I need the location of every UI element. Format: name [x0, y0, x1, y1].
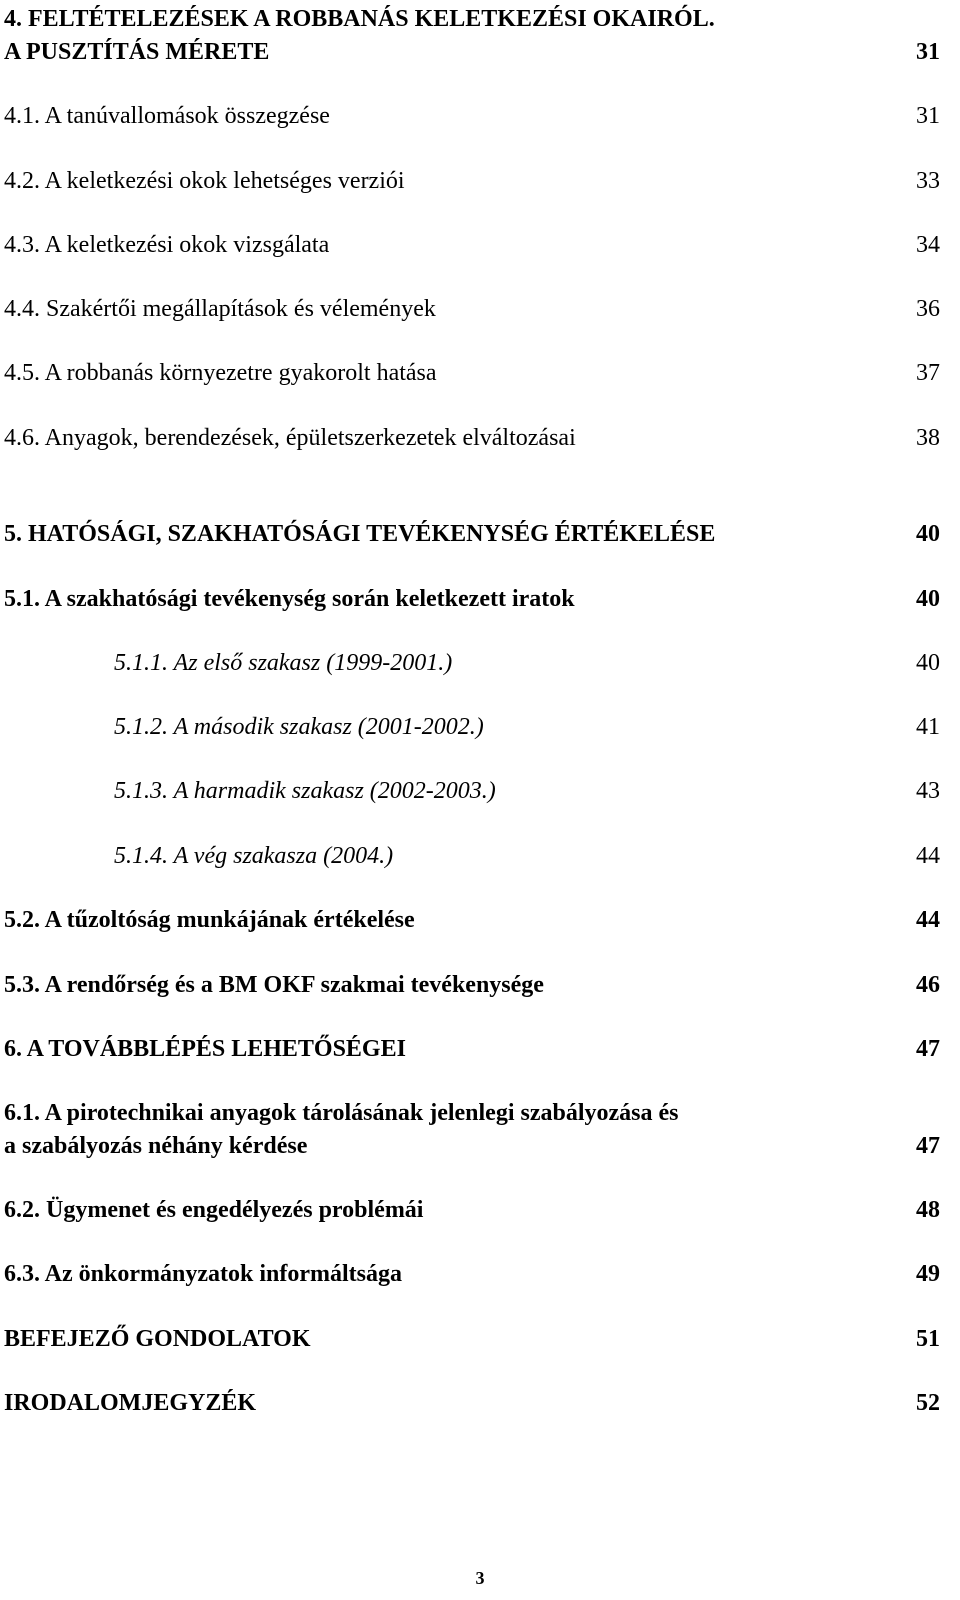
- toc-entry-title: 4.1. A tanúvallomások összegzése: [4, 103, 330, 129]
- toc-entry-page: 38: [916, 425, 940, 451]
- toc-entry-5-1-1: [4, 648, 940, 678]
- toc-entry-title: 4. FELTÉTELEZÉSEK A ROBBANÁS KELETKEZÉSI OKAIRÓL.: [4, 6, 715, 32]
- toc-entry-title: 6.1. A pirotechnikai anyagok tárolásának jelenlegi szabályozása és: [4, 1100, 679, 1126]
- toc-entry-title: IRODALOMJEGYZÉK: [4, 1390, 257, 1416]
- toc-entry-page: 33: [916, 168, 940, 194]
- toc-entry-page: 31: [916, 103, 940, 129]
- toc-entry-page: 34: [916, 232, 940, 258]
- toc-entry-irodalomjegyzek: [4, 1388, 940, 1418]
- toc-entry-title: 5.3. A rendőrség és a BM OKF szakmai tevékenysége: [4, 972, 544, 998]
- toc-entry-page: 36: [916, 296, 940, 322]
- toc-entry-title: 4.3. A keletkezési okok vizsgálata: [4, 232, 330, 258]
- toc-entry-title: 4.4. Szakértői megállapítások és vélemények: [4, 296, 436, 322]
- toc-entry-4-6: [4, 423, 940, 453]
- toc-entry-title: 5.1. A szakhatósági tevékenység során keletkezett iratok: [4, 586, 575, 612]
- page-number: 3: [475, 1568, 485, 1588]
- toc-entry-title: 4.6. Anyagok, berendezések, épületszerkezetek elváltozásai: [4, 425, 576, 451]
- toc-entry-befejezo: [4, 1324, 940, 1354]
- toc-entry-page: 48: [916, 1197, 940, 1223]
- toc-entry-page: 41: [916, 714, 940, 740]
- toc-entry-title: 5.2. A tűzoltóság munkájának értékelése: [4, 907, 415, 933]
- toc-entry-6-1: [4, 1098, 940, 1128]
- toc-entry-page: 47: [916, 1036, 940, 1062]
- toc-entry-title: 5. HATÓSÁGI, SZAKHATÓSÁGI TEVÉKENYSÉG ÉRTÉKELÉSE: [4, 521, 716, 547]
- toc-entry-title: 4.5. A robbanás környezetre gyakorolt hatása: [4, 360, 437, 386]
- toc-entry-title: 5.1.3. A harmadik szakasz (2002-2003.): [114, 778, 496, 804]
- toc-entry-4-cont: [4, 37, 940, 67]
- toc-entry-page: 44: [916, 907, 940, 933]
- toc-entry-title: 5.1.1. Az első szakasz (1999-2001.): [114, 650, 453, 676]
- toc-entry-5-1-3: [4, 776, 940, 806]
- toc-entry-page: 49: [916, 1261, 940, 1287]
- toc-entry-title: 6. A TOVÁBBLÉPÉS LEHETŐSÉGEI: [4, 1036, 406, 1062]
- toc-entry-5-3: [4, 970, 940, 1000]
- toc-entry-4-3: [4, 230, 940, 260]
- toc-entry-title: a szabályozás néhány kérdése: [4, 1133, 308, 1159]
- toc-entry-page: 44: [916, 843, 940, 869]
- toc-entry-4-2: [4, 166, 940, 196]
- toc-entry-title: 6.3. Az önkormányzatok informáltsága: [4, 1261, 402, 1287]
- toc-entry-4-1: [4, 101, 940, 131]
- toc-entry-page: 52: [916, 1390, 940, 1416]
- toc-entry-6: [4, 1034, 940, 1064]
- toc-entry-5-2: [4, 905, 940, 935]
- toc-entry-4: [4, 4, 940, 34]
- toc-entry-page: 47: [916, 1133, 940, 1159]
- toc-entry-title: 6.2. Ügymenet és engedélyezés problémái: [4, 1197, 424, 1223]
- toc-entry-page: 40: [916, 586, 940, 612]
- toc-entry-title: 5.1.2. A második szakasz (2001-2002.): [114, 714, 484, 740]
- toc-entry-5: [4, 519, 940, 549]
- toc-entry-6-3: [4, 1259, 940, 1289]
- toc-entry-page: 31: [916, 39, 940, 65]
- toc-entry-title: 4.2. A keletkezési okok lehetséges verziói: [4, 168, 405, 194]
- toc-entry-page: 46: [916, 972, 940, 998]
- toc-entry-page: 51: [916, 1326, 940, 1352]
- toc-entry-5-1-2: [4, 712, 940, 742]
- toc-entry-page: 40: [916, 650, 940, 676]
- toc-entry-5-1: [4, 584, 940, 614]
- toc-entry-title: BEFEJEZŐ GONDOLATOK: [4, 1326, 311, 1352]
- toc-entry-title: A PUSZTÍTÁS MÉRETE: [4, 39, 270, 65]
- toc-entry-page: 43: [916, 778, 940, 804]
- toc-entry-4-4: [4, 294, 940, 324]
- toc-entry-6-2: [4, 1195, 940, 1225]
- toc-entry-4-5: [4, 358, 940, 388]
- toc-entry-title: 5.1.4. A vég szakasza (2004.): [114, 843, 394, 869]
- toc-entry-page: 37: [916, 360, 940, 386]
- toc-entry-6-1-cont: [4, 1131, 940, 1161]
- toc-entry-page: 40: [916, 521, 940, 547]
- toc-entry-5-1-4: [4, 841, 940, 871]
